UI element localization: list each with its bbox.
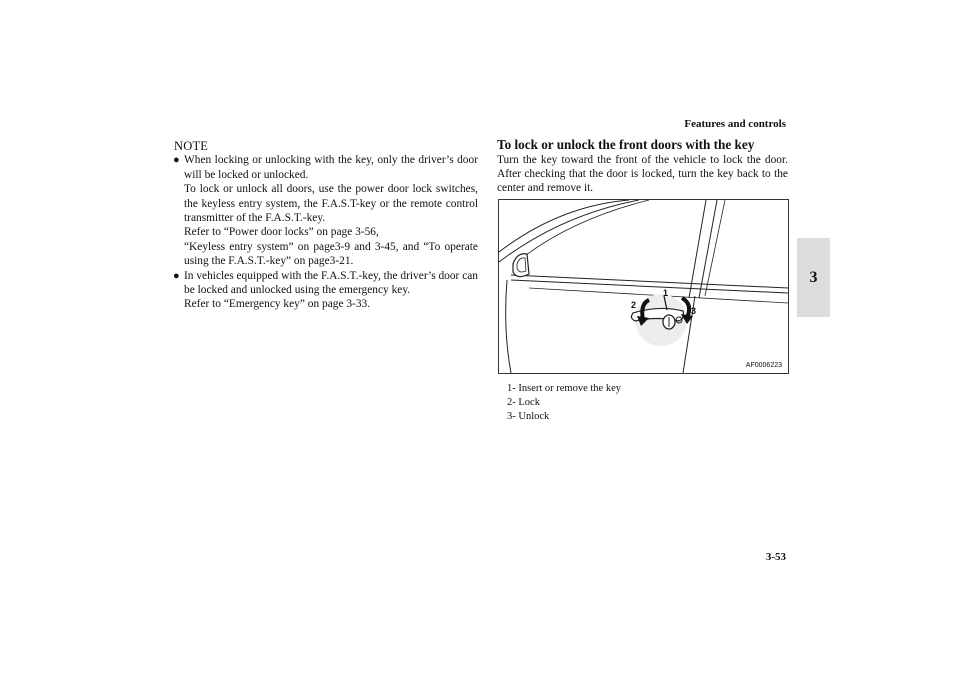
- section-title: To lock or unlock the front doors with the key: [497, 137, 755, 152]
- figure-captions: [507, 382, 621, 424]
- figure-id: AF0006223: [745, 362, 782, 369]
- bullet-icon: ●: [173, 154, 180, 167]
- chapter-number: 3: [809, 268, 818, 286]
- callout-3: 3: [691, 306, 697, 316]
- section-body: Turn the key toward the front of the vehicle to lock the door. After checking that the door is locked, turn the key back to the center and remove it.: [497, 154, 788, 195]
- page-number: 3-53: [765, 551, 786, 563]
- door-key-illustration: [498, 199, 789, 374]
- chapter-tab: [797, 238, 830, 317]
- note-line: Refer to “Power door locks” on page 3-56,: [184, 226, 379, 239]
- note-item: [174, 269, 478, 312]
- procedure-section: [497, 137, 788, 196]
- door-lock-diagram: [499, 200, 788, 373]
- bullet-icon: ●: [173, 269, 180, 282]
- caption-item: 2- Lock: [507, 397, 540, 408]
- running-header: Features and controls: [684, 118, 786, 130]
- callout-1: 1: [663, 288, 669, 298]
- note-line: Refer to “Emergency key” on page 3-33.: [184, 298, 371, 311]
- caption-item: 3- Unlock: [507, 411, 550, 422]
- caption-item: 1- Insert or remove the key: [507, 383, 621, 394]
- note-line: When locking or unlocking with the key, only the driver’s door will be locked or unlocked.: [184, 154, 478, 181]
- note-line: To lock or unlock all doors, use the power door lock switches, the keyless entry system, the F.A.S.T-key or the remote control transmitter of the F.A.S.T.-key.: [184, 183, 478, 225]
- note-line: “Keyless entry system” on page3-9 and 3-45, and “To operate using the F.A.S.T.-key” on page3-21.: [184, 240, 478, 268]
- callout-2: 2: [631, 300, 637, 310]
- note-line: In vehicles equipped with the F.A.S.T.-key, the driver’s door can be locked and unlocked using the emergency key.: [184, 269, 479, 297]
- note-item: [174, 153, 478, 268]
- note-block: [174, 139, 478, 312]
- note-heading: NOTE: [174, 139, 209, 153]
